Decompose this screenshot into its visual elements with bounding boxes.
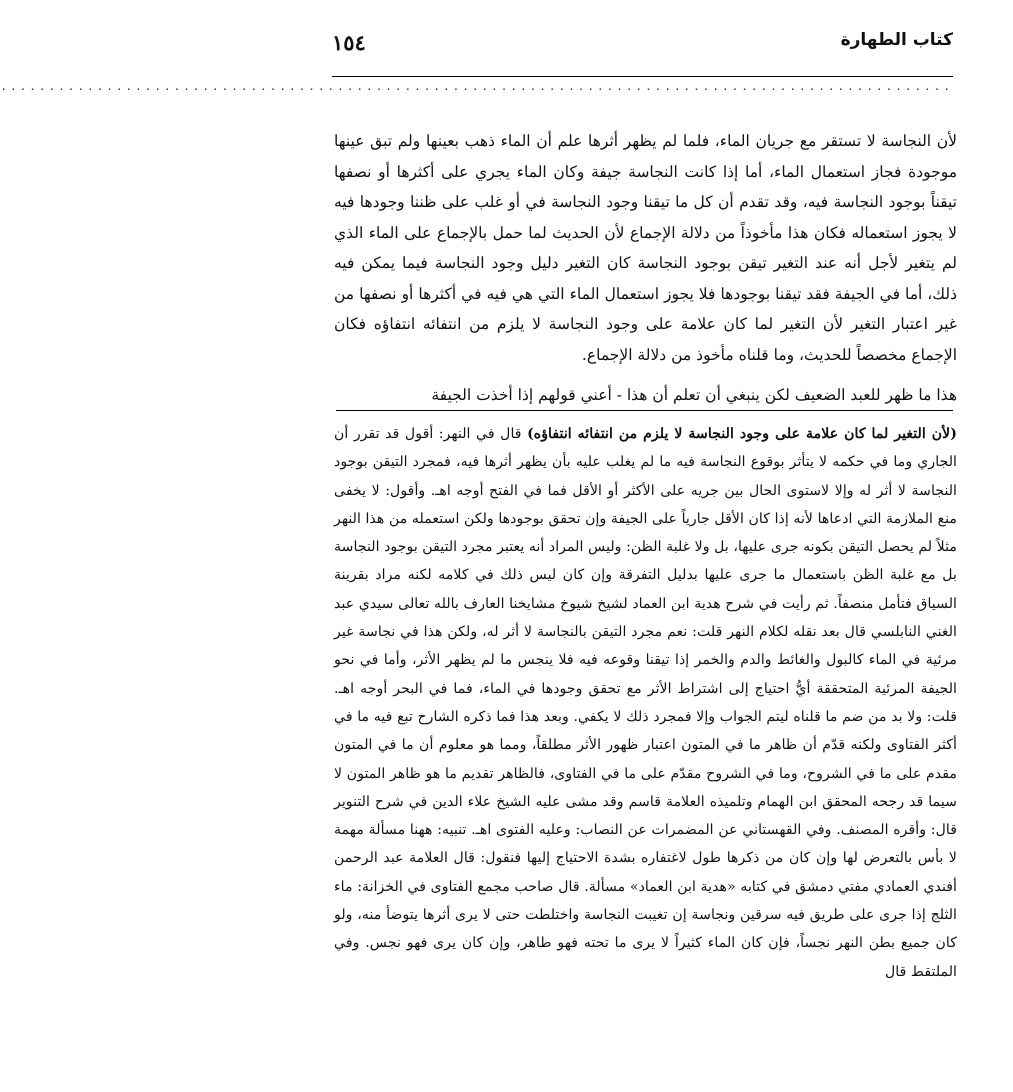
running-title: كتاب الطهارة <box>840 30 953 50</box>
commentary-body: قال في النهر: أقول قد تقرر أن الجاري وما في حكمه لا يتأثر بوقوع النجاسة فيه ما لم يغلب عليه بأن يظهر أثرها فيه، فمجرد التيقن بوجود النجاسة لا أثر له وإلا لاستوى الحال بين جريه على الأكثر أو الأقل فما في الفتح أوجه اهـ. وأقول: لا يخفى منع الملازمة التي ادعاها لأنه إذا كان الأقل جارياً على الجيفة وإن تحقق بوجودها ولكن استعمله من هذا النهر مثلاً لم يحصل التيقن بكونه جرى عليها، بل ولا غلبة الظن: وليس المراد أنه يعتبر مجرد التيقن بوجود النجاسة بل مع غلبة الظن باستعمال ما جرى عليها بدليل التفرقة وإن كان ليس ذلك في كلامه لكنه مراد بقرينة السياق فتأمل منصفاً. ثم رأيت في شرح هدية ابن العماد لشيخ شيوخ مشايخنا العارف بالله تعالى سيدي عبد الغني النابلسي قال بعد نقله لكلام النهر قلت: نعم مجرد التيقن بالنجاسة لا أثر له، ولكن هذا في نجاسة غير مرئية في الماء كالبول والغائط والدم والخمر إذا تيقنا وقوعه فيه فلا ينجس ما لم يظهر الأثر، وأما في نحو الجيفة المرئية المتحققة أيُّ احتياج إلى اشتراط الأثر مع تحقق وجودها في الماء، فما في البحر أوجه اهـ. قلت: ولا بد من ضم ما قلناه ليتم الجواب وإلا فمجرد ذلك لا يكفي. وبعد هذا فما ذكره الشارح تبع فيه ما في أكثر الفتاوى ولكنه قدّم أن ظاهر ما في المتون اعتبار ظهور الأثر مطلقاً، ومما هو معلوم أن ما في المتون مقدم على ما في الشروح، وما في الشروح مقدّم على ما في الفتاوى، فالظاهر تقديم ما هو ظاهر المتون لا سيما قد رجحه المحقق ابن الهمام وتلميذه العلامة قاسم وقد مشى عليه الشيخ علاء الدين في شرح التنوير قال: وأقره المصنف. وفي القهستاني عن المضمرات عن النصاب: وعليه الفتوى اهـ. تنبيه: ههنا مسألة مهمة لا بأس بالتعرض لها وإن كان من ذكرها طول لاغتفاره بشدة الاحتياج إليها فنقول: قال العلامة عبد الرحمن أفندي العمادي مفتي دمشق في كتابه «هدية ابن العماد» مسألة. قال صاحب مجمع الفتاوى في الخزانة: ماء الثلج إذا جرى على طريق فيه سرقين ونجاسة إن تغيبت النجاسة واختلطت حتى لا يرى أثرها يتوضأ منه، ولو كان جميع بطن النهر نجساً، فإن كان الماء كثيراً لا يرى ما تحته فهو طاهر، وإن كان يرى فهو نجس. وفي الملتقط قال <box>334 426 957 980</box>
section-divider <box>336 410 953 411</box>
page-number: ١٥٤ <box>332 30 366 55</box>
main-paragraph: لأن النجاسة لا تستقر مع جريان الماء، فلما لم يظهر أثرها علم أن الماء ذهب بعينها ولم تبق عينها موجودة فجاز استعمال الماء، أما إذا كانت النجاسة جيفة وكان الماء يجري على أكثرها أو نصفها تيقناً بوجود النجاسة فيه، وقد تقدم أن كل ما تيقنا وجود النجاسة في أو غلب على ظننا وجودها فيه لا يجوز استعماله فكان هذا مأخوذاً من دلالة الإجماع لأن الحديث لما حمل بالإجماع على الماء الذي لم يتغير لأجل أنه عند التغير تيقن بوجود النجاسة كان التغير دليل وجود النجاسة فيما يمكن فيه ذلك، أما في الجيفة فقد تيقنا بوجودها فلا يجوز استعمال الماء التي هي فيه في أكثرها أو نصفها من غير اعتبار التغير لأن التغير لما كان علامة على وجود النجاسة لا يلزم من انتفائه انتفاؤه فكان الإجماع مخصصاً للحديث، وما قلناه مأخوذ من دلالة الإجماع. <box>334 132 957 364</box>
page-header <box>332 26 953 77</box>
dotted-separator: ................................................................................................... <box>0 80 953 93</box>
main-paragraph: هذا ما ظهر للعبد الضعيف لكن ينبغي أن تعلم أن هذا - أعني قولهم إذا أخذت الجيفة <box>431 386 957 404</box>
commentary-quote: (لأن التغير لما كان علامة على وجود النجاسة لا يلزم من انتفائه انتفاؤه) <box>527 426 957 442</box>
commentary-text <box>334 420 957 986</box>
main-text <box>334 126 957 411</box>
